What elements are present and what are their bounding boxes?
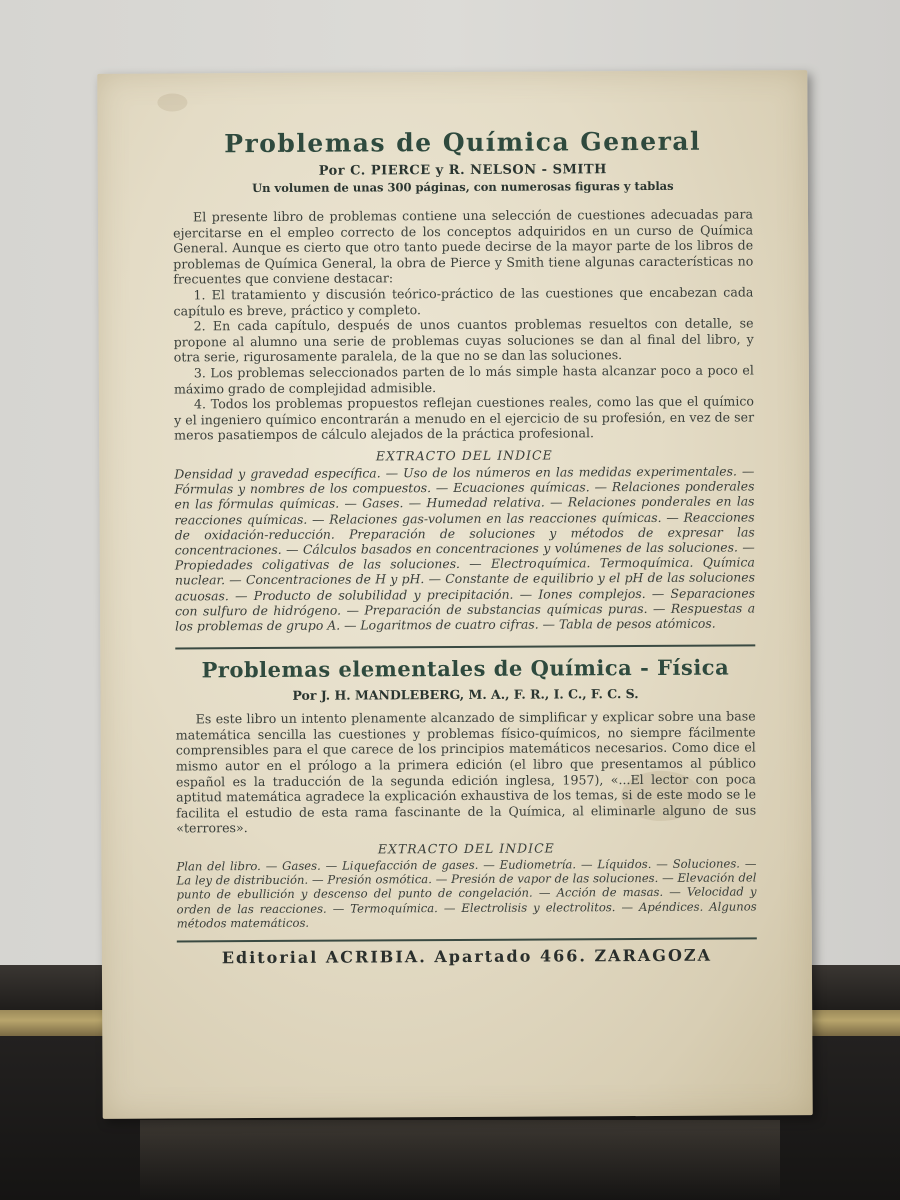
book1-item-4: 4. Todos los problemas propuestos reflejan cuestiones reales, como las que el químico y el ingeniero químico encontrarán a menudo en el ejercicio de su profesión, en vez de ser meros pasatiempos de cálculo alejados de la práctica profesional. bbox=[174, 393, 755, 443]
divider bbox=[175, 645, 755, 650]
publisher-line: Editorial ACRIBIA. Apartado 466. ZARAGOZA bbox=[177, 937, 757, 967]
book1-index-text: Densidad y gravedad específica. — Uso de los números en las medidas experimentales. — Fórmulas y nombres de los compuestos. — Ecuaciones químicas. — Relaciones ponderales en las fórmulas químicas. — Gases. — Humedad relativa. — Relaciones ponderales en las reacciones químicas. — Relaciones gas-volumen en las reacciones químicas. — Reacciones de oxidación-reducción. Preparación de soluciones y métodos de expresar las concentraciones. — Cálculos basados en concentraciones y volúmenes de las soluciones. — Propiedades coligativas de las soluciones. — Electroquímica. Termoquímica. Química nuclear. — Concentraciones de H y pH. — Constante de equilibrio y el pH de las soluciones acuosas. — Producto de solubilidad y precipitación. — Iones complejos. — Separaciones con sulfuro de hidrógeno. — Preparación de substancias químicas puras. — Respuestas a los problemas de grupo A. — Logaritmos de cuatro cifras. — Tabla de pesos atómicos. bbox=[174, 463, 756, 634]
book1-authors: Por C. PIERCE y R. NELSON - SMITH bbox=[318, 162, 607, 179]
book1-item-1: 1. El tratamiento y discusión teórico-práctico de las cuestiones que encabezan cada capítulo es breve, práctico y completo. bbox=[173, 284, 754, 319]
book2-index-heading: EXTRACTO DEL INDICE bbox=[377, 840, 555, 857]
book2-authors: Por J. H. MANDLEBERG, M. A., F. R., I. C., F. C. S. bbox=[292, 686, 639, 703]
cover-text bbox=[173, 126, 757, 967]
stain bbox=[157, 93, 187, 111]
book1-item-2: 2. En cada capítulo, después de unos cuantos problemas resueltos con detalle, se propone al alumno una serie de problemas cuyas soluciones se dan al final del libro, y otra serie, rigurosamente paralela, de la que no se dan las soluciones. bbox=[173, 315, 754, 365]
book2-title: Problemas elementales de Química - Física bbox=[201, 654, 730, 683]
book2-index-text: Plan del libro. — Gases. — Liquefacción de gases. — Eudiometría. — Líquidos. — Soluciones. — La ley de distribución. — Presión osmótica. — Presión de vapor de las soluciones. — Elevación del punto de ebullición y descenso del punto de congelación. — Acción de masas. — Velocidad y orden de las reacciones. — Termoquímica. — Electrolisis y electrolitos. — Apéndices. Algunos métodos matemáticos. bbox=[176, 856, 757, 931]
book1-title: Problemas de Química General bbox=[224, 126, 702, 159]
book1-intro: El presente libro de problemas contiene una selección de cuestiones adecuadas para ejercitarse en el empleo correcto de los conceptos adquiridos en un curso de Química General. Aunque es cierto que otro tanto puede decirse de la mayor parte de los libros de problemas de Química General, la obra de Pierce y Smith tiene algunas características no frecuentes que conviene destacar: bbox=[173, 206, 754, 287]
book2-body: Es este libro un intento plenamente alcanzado de simplificar y explicar sobre una base matemática sencilla las cuestiones y problemas físico-químicos, no siempre fácilmente comprensibles para el que carece de los principios matemáticos necesarios. Como dice el mismo autor en el prólogo a la primera edición (el libro que presentamos al público español es la traducción de la segunda edición inglesa, 1957), «...El lector con poca aptitud matemática agradece la explicación exhaustiva de los temas, si de este modo se le facilita el estudio de esta rama fascinante de la Química, al eliminarle alguno de sus «terrores». bbox=[175, 708, 757, 836]
book1-item-3: 3. Los problemas seleccionados parten de lo más simple hasta alcanzar poco a poco el máximo grado de complejidad admisible. bbox=[173, 362, 754, 397]
book1-index-heading: EXTRACTO DEL INDICE bbox=[375, 447, 553, 464]
book-reflection bbox=[140, 1120, 780, 1200]
book-back-cover bbox=[97, 70, 812, 1119]
book1-volume: Un volumen de unas 300 páginas, con numerosas figuras y tablas bbox=[252, 178, 674, 196]
